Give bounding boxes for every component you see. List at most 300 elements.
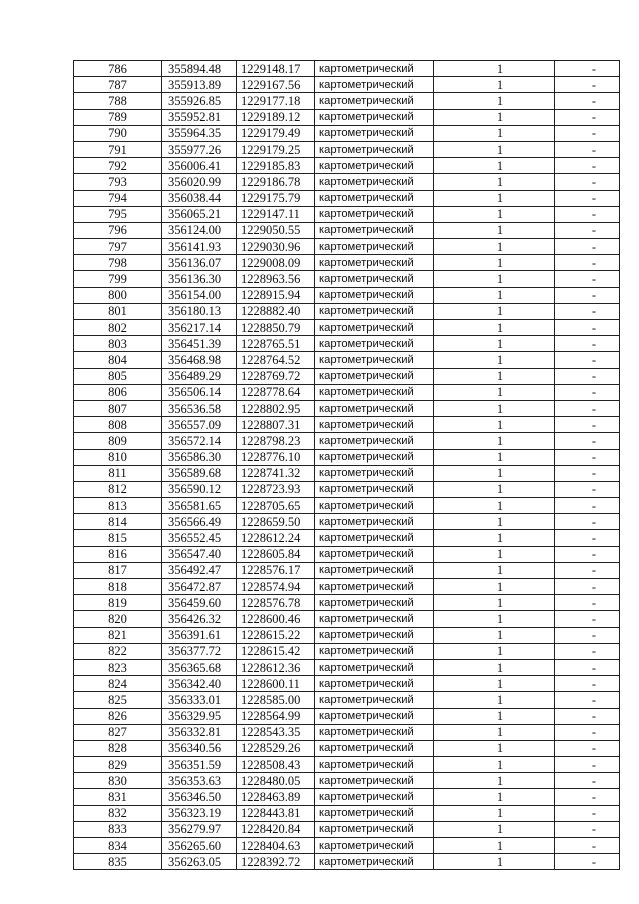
x-coordinate-cell: 356586.30	[162, 449, 237, 465]
method-cell: картометрический	[315, 530, 434, 546]
note-cell: -	[555, 595, 620, 611]
table-row	[74, 271, 620, 287]
method-cell: картометрический	[315, 222, 434, 238]
y-coordinate-cell: 1228574.94	[237, 579, 315, 595]
method-cell: картометрический	[315, 320, 434, 336]
point-number-cell: 817	[74, 562, 162, 578]
point-number-cell: 811	[74, 465, 162, 481]
point-number-cell: 808	[74, 417, 162, 433]
x-coordinate-cell: 356333.01	[162, 692, 237, 708]
point-number-cell: 822	[74, 643, 162, 659]
y-coordinate-cell: 1229148.17	[237, 61, 315, 77]
point-number-cell: 821	[74, 627, 162, 643]
point-number-cell: 792	[74, 158, 162, 174]
y-coordinate-cell: 1228882.40	[237, 303, 315, 319]
accuracy-cell: 1	[434, 465, 555, 481]
method-cell: картометрический	[315, 368, 434, 384]
x-coordinate-cell: 356279.97	[162, 821, 237, 837]
note-cell: -	[555, 190, 620, 206]
table-row	[74, 417, 620, 433]
point-number-cell: 788	[74, 93, 162, 109]
x-coordinate-cell: 356391.61	[162, 627, 237, 643]
x-coordinate-cell: 356459.60	[162, 595, 237, 611]
note-cell: -	[555, 206, 620, 222]
accuracy-cell: 1	[434, 320, 555, 336]
point-number-cell: 829	[74, 757, 162, 773]
method-cell: картометрический	[315, 724, 434, 740]
accuracy-cell: 1	[434, 449, 555, 465]
method-cell: картометрический	[315, 287, 434, 303]
table-row	[74, 838, 620, 854]
table-row	[74, 789, 620, 805]
point-number-cell: 828	[74, 740, 162, 756]
accuracy-cell: 1	[434, 271, 555, 287]
method-cell: картометрический	[315, 514, 434, 530]
note-cell: -	[555, 433, 620, 449]
x-coordinate-cell: 356329.95	[162, 708, 237, 724]
accuracy-cell: 1	[434, 546, 555, 562]
table-row	[74, 773, 620, 789]
table-row	[74, 368, 620, 384]
method-cell: картометрический	[315, 611, 434, 627]
note-cell: -	[555, 659, 620, 675]
method-cell: картометрический	[315, 141, 434, 157]
table-row	[74, 77, 620, 93]
method-cell: картометрический	[315, 627, 434, 643]
accuracy-cell: 1	[434, 287, 555, 303]
point-number-cell: 793	[74, 174, 162, 190]
x-coordinate-cell: 356136.07	[162, 255, 237, 271]
table-row	[74, 643, 620, 659]
table-row	[74, 692, 620, 708]
y-coordinate-cell: 1228605.84	[237, 546, 315, 562]
accuracy-cell: 1	[434, 627, 555, 643]
method-cell: картометрический	[315, 271, 434, 287]
accuracy-cell: 1	[434, 611, 555, 627]
method-cell: картометрический	[315, 757, 434, 773]
x-coordinate-cell: 355926.85	[162, 93, 237, 109]
x-coordinate-cell: 356552.45	[162, 530, 237, 546]
point-number-cell: 815	[74, 530, 162, 546]
x-coordinate-cell: 356342.40	[162, 676, 237, 692]
note-cell: -	[555, 141, 620, 157]
method-cell: картометрический	[315, 838, 434, 854]
method-cell: картометрический	[315, 190, 434, 206]
method-cell: картометрический	[315, 546, 434, 562]
point-number-cell: 834	[74, 838, 162, 854]
y-coordinate-cell: 1229186.78	[237, 174, 315, 190]
accuracy-cell: 1	[434, 838, 555, 854]
note-cell: -	[555, 255, 620, 271]
y-coordinate-cell: 1228392.72	[237, 854, 315, 870]
note-cell: -	[555, 611, 620, 627]
x-coordinate-cell: 356468.98	[162, 352, 237, 368]
y-coordinate-cell: 1229175.79	[237, 190, 315, 206]
x-coordinate-cell: 356020.99	[162, 174, 237, 190]
note-cell: -	[555, 530, 620, 546]
x-coordinate-cell: 355952.81	[162, 109, 237, 125]
y-coordinate-cell: 1229167.56	[237, 77, 315, 93]
method-cell: картометрический	[315, 61, 434, 77]
x-coordinate-cell: 356377.72	[162, 643, 237, 659]
method-cell: картометрический	[315, 125, 434, 141]
point-number-cell: 819	[74, 595, 162, 611]
method-cell: картометрический	[315, 692, 434, 708]
point-number-cell: 826	[74, 708, 162, 724]
x-coordinate-cell: 356265.60	[162, 838, 237, 854]
accuracy-cell: 1	[434, 481, 555, 497]
note-cell: -	[555, 724, 620, 740]
y-coordinate-cell: 1228612.36	[237, 659, 315, 675]
method-cell: картометрический	[315, 805, 434, 821]
point-number-cell: 833	[74, 821, 162, 837]
note-cell: -	[555, 546, 620, 562]
x-coordinate-cell: 356506.14	[162, 384, 237, 400]
accuracy-cell: 1	[434, 255, 555, 271]
note-cell: -	[555, 109, 620, 125]
accuracy-cell: 1	[434, 206, 555, 222]
x-coordinate-cell: 356557.09	[162, 417, 237, 433]
note-cell: -	[555, 627, 620, 643]
table-row	[74, 287, 620, 303]
x-coordinate-cell: 356136.30	[162, 271, 237, 287]
accuracy-cell: 1	[434, 821, 555, 837]
note-cell: -	[555, 384, 620, 400]
accuracy-cell: 1	[434, 740, 555, 756]
note-cell: -	[555, 692, 620, 708]
point-number-cell: 786	[74, 61, 162, 77]
note-cell: -	[555, 320, 620, 336]
table-row	[74, 239, 620, 255]
method-cell: картометрический	[315, 303, 434, 319]
x-coordinate-cell: 356217.14	[162, 320, 237, 336]
accuracy-cell: 1	[434, 368, 555, 384]
table-row	[74, 611, 620, 627]
table-row	[74, 222, 620, 238]
accuracy-cell: 1	[434, 61, 555, 77]
y-coordinate-cell: 1229050.55	[237, 222, 315, 238]
note-cell: -	[555, 854, 620, 870]
y-coordinate-cell: 1228480.05	[237, 773, 315, 789]
y-coordinate-cell: 1228576.17	[237, 562, 315, 578]
table-row	[74, 206, 620, 222]
x-coordinate-cell: 356263.05	[162, 854, 237, 870]
y-coordinate-cell: 1228463.89	[237, 789, 315, 805]
table-row	[74, 320, 620, 336]
note-cell: -	[555, 481, 620, 497]
accuracy-cell: 1	[434, 125, 555, 141]
point-number-cell: 832	[74, 805, 162, 821]
x-coordinate-cell: 355977.26	[162, 141, 237, 157]
table-row	[74, 854, 620, 870]
method-cell: картометрический	[315, 676, 434, 692]
method-cell: картометрический	[315, 400, 434, 416]
table-row	[74, 757, 620, 773]
note-cell: -	[555, 400, 620, 416]
method-cell: картометрический	[315, 206, 434, 222]
note-cell: -	[555, 271, 620, 287]
note-cell: -	[555, 303, 620, 319]
method-cell: картометрический	[315, 239, 434, 255]
y-coordinate-cell: 1228778.64	[237, 384, 315, 400]
point-number-cell: 807	[74, 400, 162, 416]
x-coordinate-cell: 356351.59	[162, 757, 237, 773]
x-coordinate-cell: 356365.68	[162, 659, 237, 675]
accuracy-cell: 1	[434, 514, 555, 530]
accuracy-cell: 1	[434, 109, 555, 125]
x-coordinate-cell: 356472.87	[162, 579, 237, 595]
accuracy-cell: 1	[434, 222, 555, 238]
note-cell: -	[555, 222, 620, 238]
x-coordinate-cell: 356489.29	[162, 368, 237, 384]
method-cell: картометрический	[315, 773, 434, 789]
accuracy-cell: 1	[434, 659, 555, 675]
table-row	[74, 562, 620, 578]
note-cell: -	[555, 789, 620, 805]
x-coordinate-cell: 356180.13	[162, 303, 237, 319]
table-row	[74, 93, 620, 109]
x-coordinate-cell: 356124.00	[162, 222, 237, 238]
point-number-cell: 813	[74, 498, 162, 514]
point-number-cell: 810	[74, 449, 162, 465]
point-number-cell: 795	[74, 206, 162, 222]
coordinates-table	[73, 60, 620, 870]
accuracy-cell: 1	[434, 757, 555, 773]
y-coordinate-cell: 1228764.52	[237, 352, 315, 368]
point-number-cell: 816	[74, 546, 162, 562]
coordinates-table-body	[74, 61, 620, 870]
accuracy-cell: 1	[434, 141, 555, 157]
accuracy-cell: 1	[434, 498, 555, 514]
accuracy-cell: 1	[434, 417, 555, 433]
note-cell: -	[555, 239, 620, 255]
x-coordinate-cell: 355894.48	[162, 61, 237, 77]
accuracy-cell: 1	[434, 77, 555, 93]
method-cell: картометрический	[315, 465, 434, 481]
method-cell: картометрический	[315, 158, 434, 174]
table-row	[74, 400, 620, 416]
table-row	[74, 352, 620, 368]
accuracy-cell: 1	[434, 530, 555, 546]
accuracy-cell: 1	[434, 352, 555, 368]
note-cell: -	[555, 125, 620, 141]
x-coordinate-cell: 355964.35	[162, 125, 237, 141]
method-cell: картометрический	[315, 498, 434, 514]
point-number-cell: 789	[74, 109, 162, 125]
x-coordinate-cell: 356346.50	[162, 789, 237, 805]
x-coordinate-cell: 356572.14	[162, 433, 237, 449]
accuracy-cell: 1	[434, 676, 555, 692]
y-coordinate-cell: 1228769.72	[237, 368, 315, 384]
x-coordinate-cell: 356426.32	[162, 611, 237, 627]
point-number-cell: 830	[74, 773, 162, 789]
accuracy-cell: 1	[434, 595, 555, 611]
point-number-cell: 791	[74, 141, 162, 157]
point-number-cell: 827	[74, 724, 162, 740]
y-coordinate-cell: 1228615.22	[237, 627, 315, 643]
table-row	[74, 384, 620, 400]
x-coordinate-cell: 356065.21	[162, 206, 237, 222]
y-coordinate-cell: 1228798.23	[237, 433, 315, 449]
note-cell: -	[555, 514, 620, 530]
y-coordinate-cell: 1228741.32	[237, 465, 315, 481]
accuracy-cell: 1	[434, 303, 555, 319]
note-cell: -	[555, 773, 620, 789]
x-coordinate-cell: 356141.93	[162, 239, 237, 255]
method-cell: картометрический	[315, 417, 434, 433]
x-coordinate-cell: 356154.00	[162, 287, 237, 303]
method-cell: картометрический	[315, 449, 434, 465]
point-number-cell: 801	[74, 303, 162, 319]
note-cell: -	[555, 821, 620, 837]
x-coordinate-cell: 356547.40	[162, 546, 237, 562]
accuracy-cell: 1	[434, 158, 555, 174]
point-number-cell: 835	[74, 854, 162, 870]
x-coordinate-cell: 356536.58	[162, 400, 237, 416]
table-row	[74, 659, 620, 675]
method-cell: картометрический	[315, 854, 434, 870]
table-row	[74, 579, 620, 595]
note-cell: -	[555, 676, 620, 692]
x-coordinate-cell: 356038.44	[162, 190, 237, 206]
note-cell: -	[555, 336, 620, 352]
accuracy-cell: 1	[434, 562, 555, 578]
y-coordinate-cell: 1228564.99	[237, 708, 315, 724]
table-row	[74, 546, 620, 562]
x-coordinate-cell: 356340.56	[162, 740, 237, 756]
point-number-cell: 818	[74, 579, 162, 595]
note-cell: -	[555, 287, 620, 303]
x-coordinate-cell: 356451.39	[162, 336, 237, 352]
y-coordinate-cell: 1229008.09	[237, 255, 315, 271]
y-coordinate-cell: 1228659.50	[237, 514, 315, 530]
table-row	[74, 433, 620, 449]
note-cell: -	[555, 465, 620, 481]
y-coordinate-cell: 1228776.10	[237, 449, 315, 465]
method-cell: картометрический	[315, 336, 434, 352]
note-cell: -	[555, 805, 620, 821]
note-cell: -	[555, 838, 620, 854]
method-cell: картометрический	[315, 174, 434, 190]
point-number-cell: 798	[74, 255, 162, 271]
y-coordinate-cell: 1228600.46	[237, 611, 315, 627]
table-row	[74, 141, 620, 157]
x-coordinate-cell: 356323.19	[162, 805, 237, 821]
point-number-cell: 806	[74, 384, 162, 400]
y-coordinate-cell: 1228600.11	[237, 676, 315, 692]
point-number-cell: 831	[74, 789, 162, 805]
y-coordinate-cell: 1229030.96	[237, 239, 315, 255]
y-coordinate-cell: 1228576.78	[237, 595, 315, 611]
accuracy-cell: 1	[434, 384, 555, 400]
method-cell: картометрический	[315, 821, 434, 837]
table-row	[74, 805, 620, 821]
note-cell: -	[555, 708, 620, 724]
x-coordinate-cell: 356353.63	[162, 773, 237, 789]
table-row	[74, 449, 620, 465]
method-cell: картометрический	[315, 109, 434, 125]
y-coordinate-cell: 1229189.12	[237, 109, 315, 125]
method-cell: картометрический	[315, 433, 434, 449]
accuracy-cell: 1	[434, 433, 555, 449]
method-cell: картометрический	[315, 595, 434, 611]
accuracy-cell: 1	[434, 854, 555, 870]
table-row	[74, 514, 620, 530]
table-row	[74, 336, 620, 352]
y-coordinate-cell: 1228508.43	[237, 757, 315, 773]
method-cell: картометрический	[315, 481, 434, 497]
point-number-cell: 820	[74, 611, 162, 627]
y-coordinate-cell: 1228615.42	[237, 643, 315, 659]
table-row	[74, 498, 620, 514]
table-row	[74, 481, 620, 497]
method-cell: картометрический	[315, 643, 434, 659]
y-coordinate-cell: 1229179.25	[237, 141, 315, 157]
point-number-cell: 804	[74, 352, 162, 368]
y-coordinate-cell: 1229147.11	[237, 206, 315, 222]
accuracy-cell: 1	[434, 692, 555, 708]
y-coordinate-cell: 1228529.26	[237, 740, 315, 756]
note-cell: -	[555, 562, 620, 578]
method-cell: картометрический	[315, 579, 434, 595]
note-cell: -	[555, 174, 620, 190]
table-row	[74, 174, 620, 190]
accuracy-cell: 1	[434, 190, 555, 206]
method-cell: картометрический	[315, 352, 434, 368]
point-number-cell: 800	[74, 287, 162, 303]
accuracy-cell: 1	[434, 336, 555, 352]
note-cell: -	[555, 77, 620, 93]
point-number-cell: 799	[74, 271, 162, 287]
method-cell: картометрический	[315, 562, 434, 578]
accuracy-cell: 1	[434, 579, 555, 595]
accuracy-cell: 1	[434, 174, 555, 190]
table-row	[74, 740, 620, 756]
y-coordinate-cell: 1228915.94	[237, 287, 315, 303]
method-cell: картометрический	[315, 384, 434, 400]
accuracy-cell: 1	[434, 789, 555, 805]
x-coordinate-cell: 356590.12	[162, 481, 237, 497]
point-number-cell: 805	[74, 368, 162, 384]
point-number-cell: 823	[74, 659, 162, 675]
point-number-cell: 797	[74, 239, 162, 255]
method-cell: картометрический	[315, 255, 434, 271]
x-coordinate-cell: 356566.49	[162, 514, 237, 530]
y-coordinate-cell: 1228765.51	[237, 336, 315, 352]
x-coordinate-cell: 356006.41	[162, 158, 237, 174]
method-cell: картометрический	[315, 708, 434, 724]
point-number-cell: 812	[74, 481, 162, 497]
point-number-cell: 794	[74, 190, 162, 206]
point-number-cell: 803	[74, 336, 162, 352]
y-coordinate-cell: 1229179.49	[237, 125, 315, 141]
accuracy-cell: 1	[434, 708, 555, 724]
x-coordinate-cell: 355913.89	[162, 77, 237, 93]
point-number-cell: 809	[74, 433, 162, 449]
x-coordinate-cell: 356581.65	[162, 498, 237, 514]
note-cell: -	[555, 579, 620, 595]
y-coordinate-cell: 1228705.65	[237, 498, 315, 514]
table-row	[74, 676, 620, 692]
x-coordinate-cell: 356492.47	[162, 562, 237, 578]
table-row	[74, 821, 620, 837]
note-cell: -	[555, 498, 620, 514]
note-cell: -	[555, 449, 620, 465]
accuracy-cell: 1	[434, 93, 555, 109]
table-row	[74, 627, 620, 643]
x-coordinate-cell: 356589.68	[162, 465, 237, 481]
table-row	[74, 255, 620, 271]
